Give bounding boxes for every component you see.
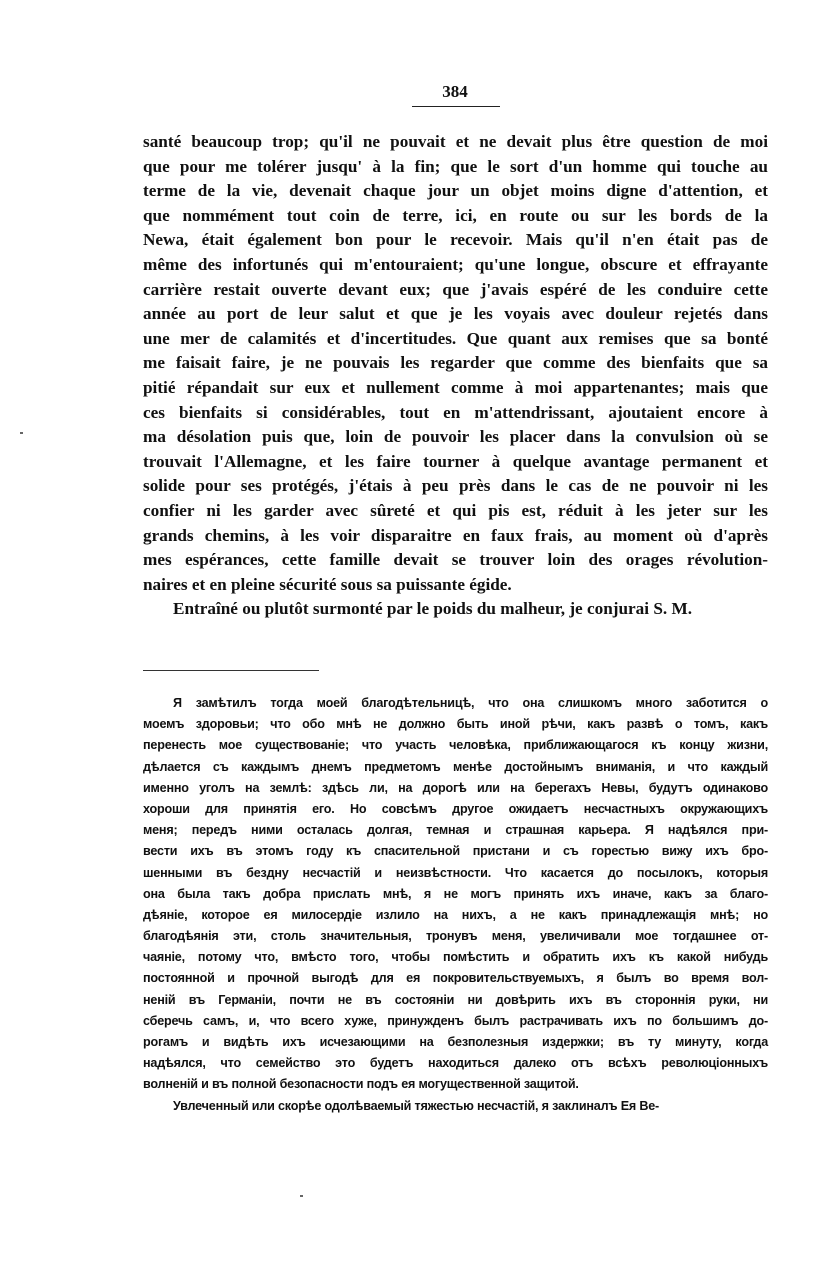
text-line: сберечь самъ, и, что всего хуже, принужденъ былъ растрачивать ихъ по большимъ до-: [143, 1013, 768, 1028]
text-line: que pour me tolérer jusqu' à la fin; que le sort d'un homme qui touche au: [143, 156, 768, 176]
text-line: благодѣянія эти, столь значительныя, тронувъ меня, увеличивали мое тогдашнее от-: [143, 929, 768, 944]
text-line: вести ихъ въ этомъ году къ спасительной пристани и съ горестью вижу ихъ бро-: [143, 844, 768, 859]
footnote-text: [143, 693, 768, 1117]
text-line: Я замѣтилъ тогда моей благодѣтельницѣ, что она слишкомъ много заботится о: [173, 696, 768, 710]
main-text: [143, 130, 768, 622]
text-line: моемъ здоровьи; что обо мнѣ не должно быть иной рѣчи, какъ развѣ о томъ, какъ: [143, 717, 768, 732]
text-line: волненій и въ полной безопасности подъ ея могущественной защитой.: [143, 1077, 579, 1092]
page-number-rule: [412, 106, 500, 107]
text-line: que nommément tout coin de terre, ici, en route ou sur les bords de la: [143, 205, 768, 225]
text-line: дѣлается съ каждымъ днемъ предметомъ менѣе достойнымъ вниманія, и что каждый: [143, 759, 768, 774]
text-line: хороши для принятія его. Но совсѣмъ другое ожидаетъ несчастныхъ окружающихъ: [143, 801, 768, 816]
text-line: она была такъ добра прислать мнѣ, я не могъ принять ихъ иначе, какъ за благо-: [143, 886, 768, 901]
text-line: перенесть мое существованіе; что участь человѣка, приближающагося къ концу жизни,: [143, 738, 768, 753]
text-line: шенными въ бездну несчастій и неизвѣстности. Что касается до посылокъ, которыя: [143, 865, 768, 880]
text-line: santé beaucoup trop; qu'il ne pouvait et ne devait plus être question de moi: [143, 132, 768, 151]
text-line: Newa, était également bon pour le recevoir. Mais qu'il n'en était pas de: [143, 230, 768, 250]
text-line: grands chemins, à les voir disparaitre en faux frais, au moment où d'après: [143, 525, 768, 545]
footnote-rule: [143, 670, 319, 671]
text-line: mes espérances, cette famille devait se trouver loin des orages révolution-: [143, 550, 768, 570]
text-line: Увлеченный или скорѣе одолѣваемый тяжестью несчастій, я заклиналъ Ея Ве-: [173, 1098, 660, 1113]
scan-speck: [300, 1195, 303, 1197]
text-line: рогамъ и видѣть ихъ исчезающими на безполезныя издержки; въ ту минуту, когда: [143, 1035, 768, 1049]
text-line: чаяніе, потому что, вмѣсто того, чтобы помѣстить и обратить ихъ къ какой нибудь: [143, 950, 768, 965]
text-line: carrière restait ouverte devant eux; que j'avais espéré de les conduire cette: [143, 279, 768, 299]
text-line: ma désolation puis que, loin de pouvoir les placer dans la convulsion où se: [143, 427, 768, 447]
page-number: 384: [442, 82, 468, 101]
text-line: année au port de leur salut et que je les voyais avec douleur rejetés dans: [143, 304, 768, 324]
text-line: terme de la vie, devenait chaque jour un objet moins digne d'attention, et: [143, 181, 768, 201]
text-line: même des infortunés qui m'entouraient; qu'une longue, obscure et effrayante: [143, 254, 768, 274]
scan-speck: [20, 432, 23, 434]
text-line: именно уголъ на землѣ: здѣсь ли, на дорогѣ или на берегахъ Невы, будутъ одинаково: [143, 780, 768, 795]
text-line: ces bienfaits si considérables, tout en m'attendrissant, ajoutaient encore à: [143, 402, 768, 422]
text-line: pitié répandait sur eux et nullement comme à moi appartenantes; mais que: [143, 377, 768, 397]
text-line: confier ni les garder avec sûreté et qui pis est, réduit à les jeter sur les: [143, 500, 768, 520]
text-line: Entraîné ou plutôt surmonté par le poids du malheur, je conjurai S. M.: [173, 599, 693, 619]
text-line: solide pour ses protégés, j'étais à peu près dans le cas de ne pouvoir ni les: [143, 476, 768, 496]
text-line: надѣялся, что семейство это будетъ находиться далеко отъ всѣхъ революціонныхъ: [143, 1056, 768, 1071]
text-line: неній въ Германіи, почти не въ состояніи ни довѣрить ихъ въ стороннія руки, ни: [143, 992, 768, 1007]
text-line: дѣяніе, которое ея милосердіе излило на нихъ, а не какъ принадлежащія мнѣ; но: [143, 907, 768, 922]
text-line: naires et en pleine sécurité sous sa puissante égide.: [143, 574, 512, 594]
text-line: trouvait l'Allemagne, et les faire tourner à quelque avantage permanent et: [143, 451, 768, 471]
text-line: une mer de calamités et d'incertitudes. Que quant aux remises que sa bonté: [143, 328, 768, 348]
text-line: меня; передъ ними осталась долгая, темная и страшная карьера. Я надѣялся при-: [143, 823, 768, 838]
text-line: me faisait faire, je ne pouvais les regarder que comme des bienfaits que sa: [143, 353, 768, 373]
text-line: постоянной и прочной выгодѣ для ея покровительствуемыхъ, я былъ во время вол-: [143, 971, 768, 986]
